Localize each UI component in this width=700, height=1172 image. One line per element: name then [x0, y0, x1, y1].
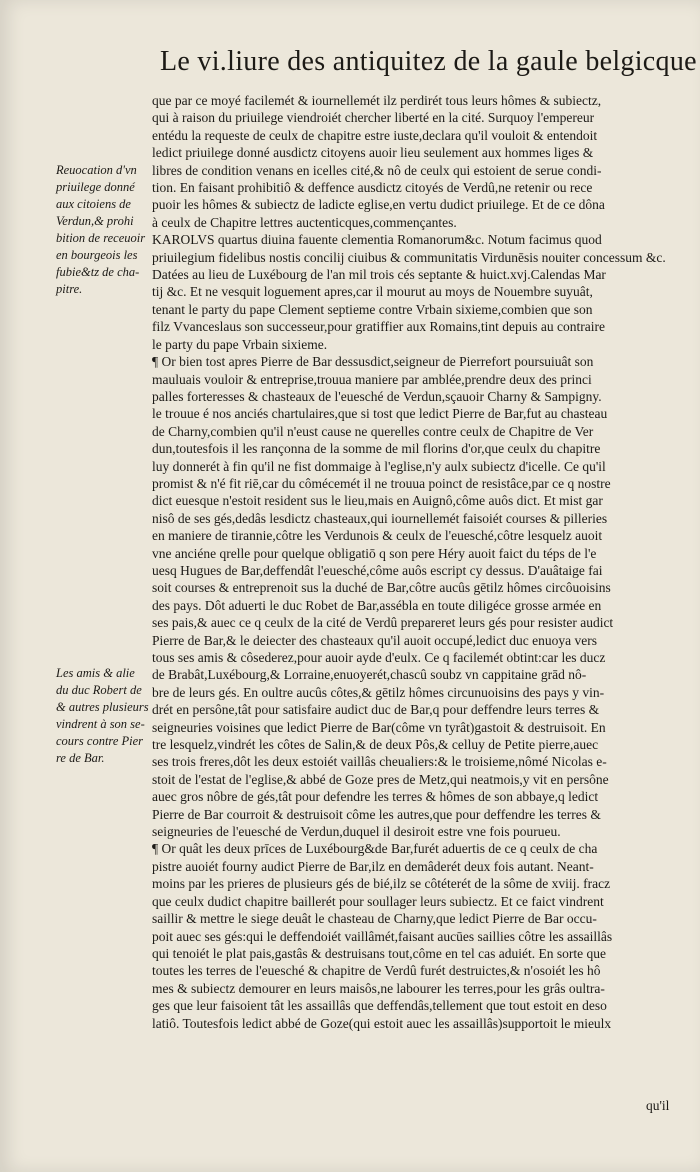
margin-note-line: du duc Robert de — [56, 683, 142, 697]
margin-note-line: fubie&tz de cha- — [56, 265, 140, 279]
text-line: que ceulx dudict chapitre baillerét pour soullager leurs subiectz. Et ce faict vindrent — [152, 893, 604, 909]
margin-note-line: en bourgeois les — [56, 248, 138, 262]
text-line: ¶ Or bien tost apres Pierre de Bar dessusdict,seigneur de Pierrefort poursuiuât son — [152, 354, 594, 370]
text-line: moins par les prieres de plusieurs gés de bié,ilz se côtéterét de la sôme de xviij. fracz — [152, 876, 611, 892]
margin-note-line: aux citoiens de — [56, 197, 131, 211]
text-line: saillir & mettre le siege deuât le chasteau de Charny,que ledict Pierre de Bar occu- — [152, 911, 597, 927]
text-line: ges que leur faisoient tât les assaillâs que deffendâs,tellement que tout estoit en deso — [152, 998, 607, 1014]
text-line: drét en persône,tât pour satisfaire audict duc de Bar,q pour deffendre leurs terres & — [152, 702, 600, 718]
text-line: tenant le party du pape Clement septieme contre Vrbain sixieme,combien que son — [152, 301, 593, 317]
text-line: puoir les hômes & subiectz de ladicte eglise,en vertu dudict priuilege. Et de ce dôna — [152, 197, 605, 213]
margin-note-line: re de Bar. — [56, 751, 105, 765]
text-line: de Charny,combien qu'il n'eust cause ne querelles contre ceulx de Chapitre de Ver — [152, 423, 594, 439]
text-line: filz Vvanceslaus son successeur,pour gratiffier aux Romains,tint depuis au contraire — [152, 319, 605, 335]
text-line: que par ce moyé facilemét & iournellemét ilz perdirét tous leurs hômes & subiectz, — [152, 93, 602, 108]
margin-note-line: Les amis & alie — [56, 666, 135, 680]
margin-note-line: cours contre Pier — [56, 734, 144, 748]
text-line: de Brabât,Luxébourg,& Lorraine,enuoyerét,chascû soubz vn cappitaine grād nô- — [152, 667, 587, 683]
text-line: libres de condition venans en icelles cité,& nô de ceulx qui estoient de serue condi- — [152, 162, 602, 178]
text-line: tij &c. Et ne vesquit loguement apres,car il mourut au moys de Nouembre suyuât, — [152, 284, 593, 300]
text-line: KAROLVS quartus diuina fauente clementia Romanorum&c. Notum facimus quod — [152, 232, 602, 248]
margin-note-revocation — [56, 162, 152, 298]
text-line: latiô. Toutesfois ledict abbé de Goze(qui estoit auec les assaillâs)supportoit le mieulx — [152, 1015, 612, 1031]
text-line: mauluais vouloir & entreprise,trouua maniere par amblée,prendre deux des princi — [152, 371, 592, 387]
text-line: ledict priuilege donné ausdictz citoyens auoir lieu seulement aux hommes liges & — [152, 145, 594, 161]
margin-note-line: bition de receuoir — [56, 231, 146, 245]
text-line: seigneuries de l'euesché de Verdun,duquel il desiroit estre vne fois pourueu. — [152, 824, 561, 840]
text-line: palles forteresses & chasteaux de l'euesché de Verdun,sçauoir Charny & Sampigny. — [152, 388, 602, 404]
text-line: tous ses amis & côsederez,pour auoir ayde d'eulx. Ce q facilemét obtint:car les ducz — [152, 650, 606, 665]
text-line: poit auec ses gés:qui le deffendoiét vaillâmét,faisant aucūes saillies côtre les assaillâs — [152, 928, 613, 944]
text-line: qui tenoiét le plat pais,gastâs & destruisans tout,côme en tel cas aduiét. En sorte que — [152, 945, 607, 961]
text-line: Datées au lieu de Luxébourg de l'an mil trois cés septante & huict.xvj.Calendas Mar — [152, 267, 606, 283]
text-line: dun,toutesfois il les rançonna de la somme de mil florins d'or,que ceulx du chapitre — [152, 441, 601, 457]
text-line: uesq Hugues de Bar,deffendât l'euesché,côme auôs escript cy dessus. D'auâtaige fai — [152, 562, 603, 578]
text-line: en maniere de tirannie,côtre les Verdunois & ceulx de l'euesché,côtre lesquelz auoit — [152, 528, 603, 544]
text-line: ses pais,& auec ce q ceulx de la cité de Verdû prepareret leurs gés pour resister audict — [152, 615, 614, 631]
text-line: bre de leurs gés. En oultre aucûs côtes,& gētilz hômes circunuoisins des pays y vin- — [152, 684, 605, 700]
margin-note-line: vindrent à son se- — [56, 717, 145, 731]
text-line: pistre auoiét fourny audict Pierre de Bar,ilz en demâderét deux fois autant. Neant- — [152, 858, 594, 874]
text-line: luy donnerét à fin qu'il ne fist dommaige à l'eglise,n'y aulx subiectz d'icelle. Ce qu'il — [152, 458, 606, 474]
text-line: tre lesquelz,vindrét les côtes de Salin,& de deux Pôs,& celluy de Petite pierre,auec — [152, 737, 599, 753]
margin-note-line: priuilege donné — [56, 180, 135, 194]
text-line: qui à raison du priuilege viendroiét chercher liberté en la cité. Surquoy l'empereur — [152, 110, 595, 126]
text-line: promist & n'é fit riē,car du cômécemét il ne trouua poinct de resistâce,par ce q nostre — [152, 475, 611, 491]
text-line: soit courses & entreprenoit sus la duché de Bar,côtre aucûs gētilz hômes circôuoisins — [152, 580, 611, 596]
body-text — [152, 92, 672, 1032]
text-line: seigneuries voisines que ledict Pierre de Bar(côme vn tyrât)gastoit & destruisoit. En — [152, 719, 606, 735]
text-line: des pays. Dôt aduerti le duc Robet de Bar,assébla en toute diligéce grosse armée en — [152, 597, 602, 613]
catchword: qu'il — [646, 1098, 670, 1113]
text-line: toutes les terres de l'euesché & chapitre de Verdû furét destruictes,& n'osoiét les hô — [152, 963, 601, 979]
margin-note-line: Verdun,& prohi — [56, 214, 134, 228]
running-title: Le vi.liure des antiquitez de la gaule belgicque — [160, 46, 697, 77]
margin-note-allies — [56, 665, 152, 767]
text-line: priuilegium fidelibus nostis concilij ciuibus & communitatis Virdunēsis nouiter concessum &c. — [152, 249, 666, 265]
text-line: mes & subiectz demourer en leurs maisôs,ne labourer les terres,pour les grâs oultra- — [152, 980, 605, 996]
margin-note-line: & autres plusieurs — [56, 700, 149, 714]
text-line: Pierre de Bar courroit & destruisoit côme les autres,que pour deffendre les terres & — [152, 806, 601, 822]
text-line: ses trois freres,dôt les deux estoiét vaillâs cheualiers:& le troisieme,nômé Nicolas e- — [152, 754, 607, 770]
text-line: le trouue é nos anciés chartulaires,que si tost que ledict Pierre de Bar,fut au chasteau — [152, 406, 608, 422]
text-line: vne anciéne qrelle pour quelque obligatiō q son pere Héry auoit faict du téps de l'e — [152, 545, 597, 561]
text-line: nisô de ses gés,dedâs lesdictz chasteaux,qui iournellemét faisoiét courses & pilleries — [152, 510, 608, 526]
text-line: à ceulx de Chapitre lettres auctenticques,commençantes. — [152, 214, 457, 230]
text-line: auec gros nôbre de gés,tât pour defendre les terres & hômes de son abbaye,q ledict — [152, 789, 599, 805]
text-line: stoit de l'estat de l'eglise,& abbé de Goze pres de Metz,qui neatmois,y vit en persône — [152, 771, 609, 787]
text-line: le party du pape Vrbain sixieme. — [152, 336, 328, 352]
margin-note-line: pitre. — [56, 282, 83, 296]
margin-note-line: Reuocation d'vn — [56, 163, 137, 177]
text-line: dict euesque n'estoit resident sus le lieu,mais en Auignô,côme auôs dict. Et mist gar — [152, 493, 603, 509]
text-line: Pierre de Bar,& le deiecter des chasteaux qu'il auoit occupé,ledict duc enuoya vers — [152, 632, 597, 648]
text-line: ¶ Or quât les deux prīces de Luxébourg&de Bar,furét aduertis de ce q ceulx de cha — [152, 841, 598, 857]
text-line: tion. En faisant prohibitiô & deffence ausdictz citoyés de Verdû,ne retenir ou rece — [152, 180, 593, 196]
text-line: entédu la requeste de ceulx de chapitre estre iuste,declara qu'il vouloit & entendoit — [152, 127, 598, 143]
